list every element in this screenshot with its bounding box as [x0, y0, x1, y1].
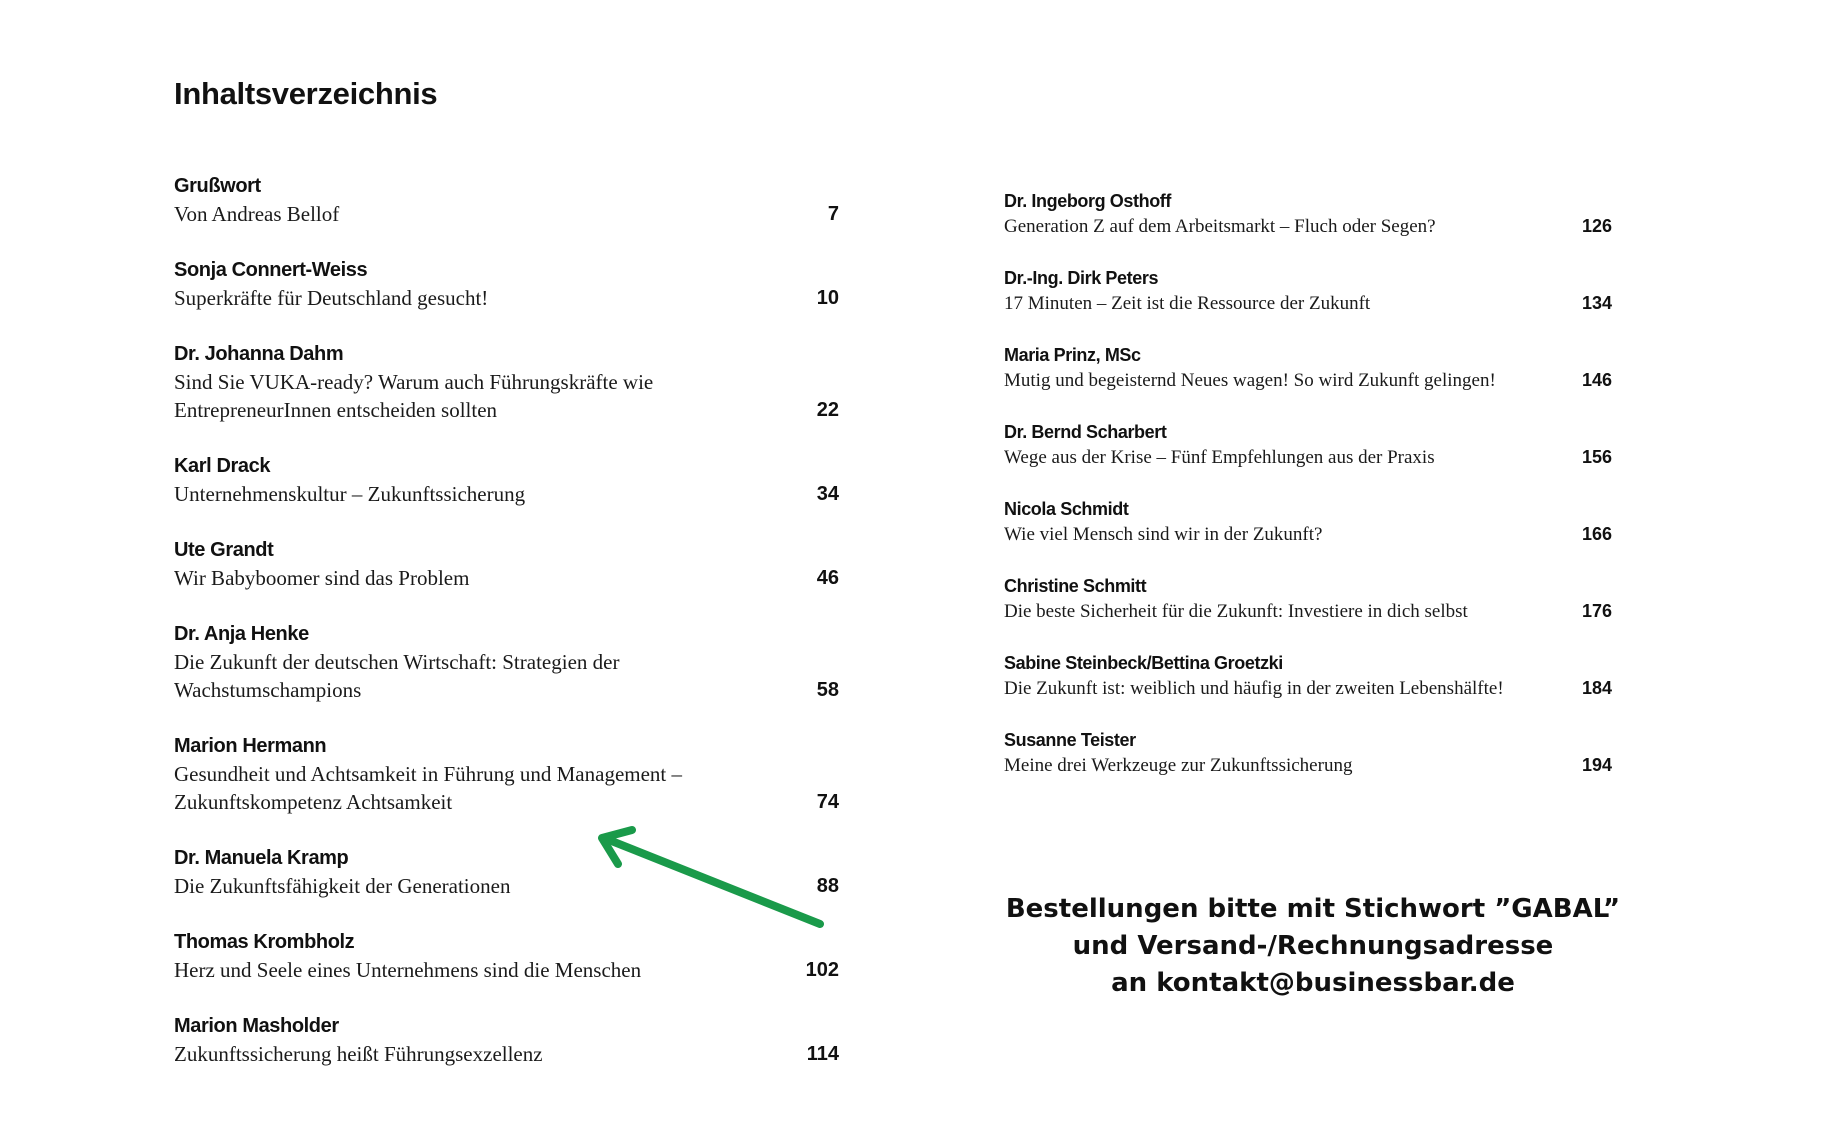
- toc-entry-title: Gesundheit und Achtsamkeit in Führung und Management – Zukunftskompetenz Achtsamkeit: [174, 762, 683, 814]
- toc-entry: [174, 256, 839, 312]
- toc-entry-page-number: 134: [1581, 293, 1612, 313]
- toc-entry: [1004, 574, 1612, 624]
- toc-entry-author: Dr. Anja Henke: [174, 623, 309, 645]
- toc-entry: [174, 172, 839, 228]
- toc-entry: [1004, 728, 1612, 778]
- toc-entry-title: Die beste Sicherheit für die Zukunft: Investiere in dich selbst: [1004, 601, 1468, 622]
- toc-entry-page-number: 114: [806, 1043, 839, 1065]
- toc-entry-page-number: 46: [816, 567, 839, 589]
- order-note-line-1: Bestellungen bitte mit Stichwort ”GABAL”: [1005, 894, 1621, 924]
- toc-entry-page-number: 126: [1581, 216, 1612, 236]
- toc-entry-page-number: 88: [816, 875, 839, 897]
- toc-entry-title: Generation Z auf dem Arbeitsmarkt – Fluch oder Segen?: [1004, 216, 1436, 237]
- green-arrow-icon: [590, 820, 830, 930]
- toc-entry: [174, 452, 839, 508]
- toc-entry: [1004, 420, 1612, 470]
- toc-entry-author: Dr. Johanna Dahm: [174, 343, 344, 365]
- toc-entry-author: Maria Prinz, MSc: [1004, 345, 1141, 365]
- toc-entry-author: Nicola Schmidt: [1004, 499, 1129, 519]
- order-note-line-2: und Versand-/Rechnungsadresse: [1072, 931, 1554, 961]
- toc-entry: [1004, 497, 1612, 547]
- page-title: Inhaltsverzeichnis: [174, 76, 438, 111]
- toc-entry-page-number: 176: [1581, 601, 1612, 621]
- toc-entry-page-number: 156: [1581, 447, 1612, 467]
- toc-entry-title: Unternehmenskultur – Zukunftssicherung: [174, 482, 526, 506]
- toc-entry-author: Christine Schmitt: [1004, 576, 1147, 596]
- toc-entry: [174, 732, 839, 816]
- toc-entry: [174, 536, 839, 592]
- toc-entry-title: Sind Sie VUKA-ready? Warum auch Führungskräfte wie EntrepreneurInnen entscheiden sollten: [174, 370, 654, 422]
- order-note-line-3: an kontakt@businessbar.de: [1111, 968, 1515, 998]
- toc-entry-page-number: 34: [816, 483, 839, 505]
- toc-entry-author: Ute Grandt: [174, 539, 274, 561]
- toc-entry-page-number: 10: [816, 287, 839, 309]
- toc-entry-title: Herz und Seele eines Unternehmens sind die Menschen: [174, 958, 642, 982]
- toc-entry: [1004, 189, 1612, 239]
- toc-entry-title: Von Andreas Bellof: [174, 202, 340, 226]
- toc-entry-author: Grußwort: [174, 175, 261, 197]
- toc-entry: [174, 1012, 839, 1068]
- toc-entry-author: Thomas Krombholz: [174, 931, 355, 953]
- toc-entry-page-number: 22: [816, 399, 839, 421]
- toc-entry-page-number: 58: [816, 679, 839, 701]
- toc-entry-title: Mutig und begeisternd Neues wagen! So wird Zukunft gelingen!: [1004, 370, 1496, 391]
- toc-entry-author: Karl Drack: [174, 455, 271, 477]
- toc-entry-author: Dr. Ingeborg Osthoff: [1004, 191, 1171, 211]
- toc-entry: [1004, 343, 1612, 393]
- toc-entry-title: Superkräfte für Deutschland gesucht!: [174, 286, 489, 310]
- toc-entry-title: Die Zukunft ist: weiblich und häufig in der zweiten Lebenshälfte!: [1004, 678, 1504, 699]
- toc-entry-author: Marion Hermann: [174, 735, 327, 757]
- toc-entry-author: Sabine Steinbeck/Bettina Groetzki: [1004, 653, 1283, 673]
- order-note: [1004, 891, 1622, 1002]
- toc-entry-author: Sonja Connert-Weiss: [174, 259, 368, 281]
- toc-left-column: [174, 172, 839, 1096]
- toc-entry-page-number: 166: [1581, 524, 1612, 544]
- toc-entry-page-number: 7: [827, 203, 839, 225]
- toc-entry-title: Die Zukunftsfähigkeit der Generationen: [174, 874, 511, 898]
- arrow-shaft: [604, 838, 820, 924]
- toc-entry-title: 17 Minuten – Zeit ist die Ressource der Zukunft: [1004, 293, 1371, 314]
- toc-entry-title: Zukunftssicherung heißt Führungsexzellenz: [174, 1042, 543, 1066]
- toc-entry-page-number: 146: [1581, 370, 1612, 390]
- toc-right-column: [1004, 189, 1612, 805]
- toc-entry-page-number: 194: [1581, 755, 1612, 775]
- toc-entry: [1004, 651, 1612, 701]
- toc-entry-author: Susanne Teister: [1004, 730, 1136, 750]
- toc-entry-title: Wege aus der Krise – Fünf Empfehlungen aus der Praxis: [1004, 447, 1435, 468]
- toc-entry-title: Wie viel Mensch sind wir in der Zukunft?: [1004, 524, 1323, 545]
- toc-entry: [174, 928, 839, 984]
- toc-entry-author: Dr.-Ing. Dirk Peters: [1004, 268, 1159, 288]
- toc-entry-page-number: 102: [805, 959, 839, 981]
- toc-entry-author: Dr. Manuela Kramp: [174, 847, 349, 869]
- toc-entry: [174, 340, 839, 424]
- toc-entry-page-number: 184: [1581, 678, 1612, 698]
- toc-entry-title: Die Zukunft der deutschen Wirtschaft: Strategien der Wachstumschampions: [174, 650, 620, 702]
- toc-entry-author: Marion Masholder: [174, 1015, 339, 1037]
- toc-entry-title: Meine drei Werkzeuge zur Zukunftssicherung: [1004, 755, 1353, 776]
- toc-entry-page-number: 74: [816, 791, 839, 813]
- toc-entry: [174, 620, 839, 704]
- toc-entry: [1004, 266, 1612, 316]
- toc-entry-author: Dr. Bernd Scharbert: [1004, 422, 1167, 442]
- toc-entry-title: Wir Babyboomer sind das Problem: [174, 566, 470, 590]
